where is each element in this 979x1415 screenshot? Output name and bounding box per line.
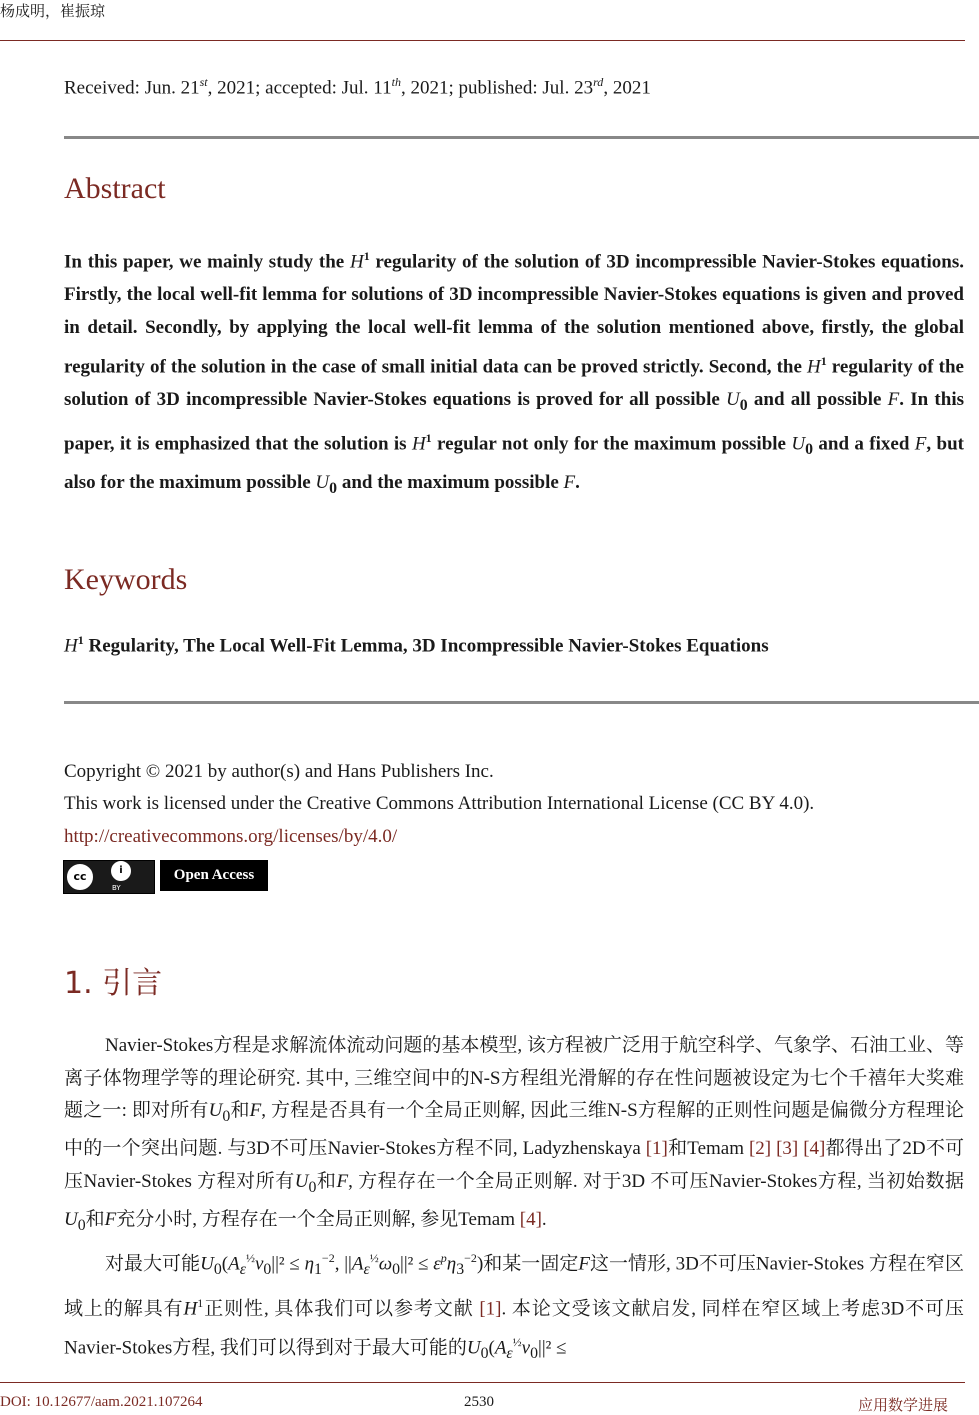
abstract-heading: Abstract	[64, 172, 166, 205]
intro-heading: 1. 引言	[64, 966, 163, 1001]
intro-paragraph-1: Navier-Stokes方程是求解流体流动问题的基本模型, 该方程被广泛用于航空科学、气象学、石油工业、等离子体物理学等的理论研究. 其中, 三维空间中的N-S方程组光滑解的存在性问题被设定为七个千禧年大奖难题之一: 即对所有$U_0$和F, 方程是否具有一个全局正则解, 因此三维N-S方程解的正则性问题是偏微分方程理论中的一个突出问题. 与3D不可压Navier-Stokes方程不同, Ladyzhenskaya [1]和Temam [2] [3] [4]都得出了2D不可压Navier-Stokes 方程对所有$U_0$和F, 方程存在一个全局正则解. 对于3D 不可压Navier-Stokes方程, 当初始数据$U_0$和F充分小时, 方程存在一个全局正则解, 参见Temam [4].	[64, 1035, 965, 1234]
received-dates: Received: Jun. 21st, 2021; accepted: Jul. 11th, 2021; published: Jul. 23rd, 2021	[64, 75, 651, 99]
footer-rule	[0, 1382, 965, 1383]
copyright-line: Copyright © 2021 by author(s) and Hans Publishers Inc.	[64, 761, 494, 782]
keywords-text: $H^1$ Regularity, The Local Well-Fit Lemma, 3D Incompressible Navier-Stokes Equations	[64, 633, 769, 657]
journal-name: 应用数学进展	[858, 1398, 949, 1414]
cc-by-badge[interactable]	[63, 860, 155, 894]
abstract-text: In this paper, we mainly study the $H^1$ regularity of the solution of 3D incompressible Navier-Stokes equations. Firstly, the local well-fit lemma for solutions of 3D incompressible Navier-Stokes equations is given and proved in detail. Secondly, by applying the local well-fit lemma of the solution mentioned above, firstly, the global regularity of the solution in the case of small initial data can be proved strictly. Second, the $H^1$ regularity of the solution of 3D incompressible Navier-Stokes equations is proved for all possible $U_0$ and all possible F. In this paper, it is emphasized that the solution is $H^1$ regular not only for the maximum possible $U_0$ and a fixed F, but also for the maximum possible $U_0$ and the maximum possible F.	[64, 249, 964, 498]
open-access-badge[interactable]: Open Access	[160, 860, 268, 891]
section-divider-top	[64, 136, 979, 139]
person-icon: i	[111, 861, 131, 881]
header-rule	[0, 40, 965, 41]
cc-icon: cc	[67, 864, 93, 890]
by-label: BY	[112, 884, 121, 892]
page-number: 2530	[464, 1394, 494, 1410]
doi-link[interactable]: DOI: 10.12677/aam.2021.107264	[0, 1394, 203, 1410]
intro-body	[64, 1030, 964, 1370]
running-header-authors: 杨成明，崔振琼	[0, 4, 106, 20]
license-link[interactable]: http://creativecommons.org/licenses/by/4.0/	[64, 826, 398, 847]
section-divider-bottom	[64, 701, 979, 704]
intro-paragraph-2: 对最大可能$U_0(A_\varepsilon^{\frac{1}{2}}v_0||^2 \le \eta_1^{-2}$, $||A_\varepsilon^{\frac{1}{2}}\omega_0||^2 \le \varepsilon^p\eta_3^{-2}$)和某一固定F这一情形, 3D不可压Navier-Stokes 方程在窄区域上的解具有$H^1$正则性, 具体我们可以参考文献 [1]. 本论文受该文献启发, 同样在窄区域上考虑3D不可压Navier-Stokes方程, 我们可以得到对于最大可能的$U_0(A_\varepsilon^{\frac{1}{2}}v_0||^2$ ≤	[64, 1251, 964, 1362]
keywords-heading: Keywords	[64, 563, 188, 596]
license-statement: This work is licensed under the Creative Commons Attribution International License (CC BY 4.0).	[64, 793, 815, 814]
